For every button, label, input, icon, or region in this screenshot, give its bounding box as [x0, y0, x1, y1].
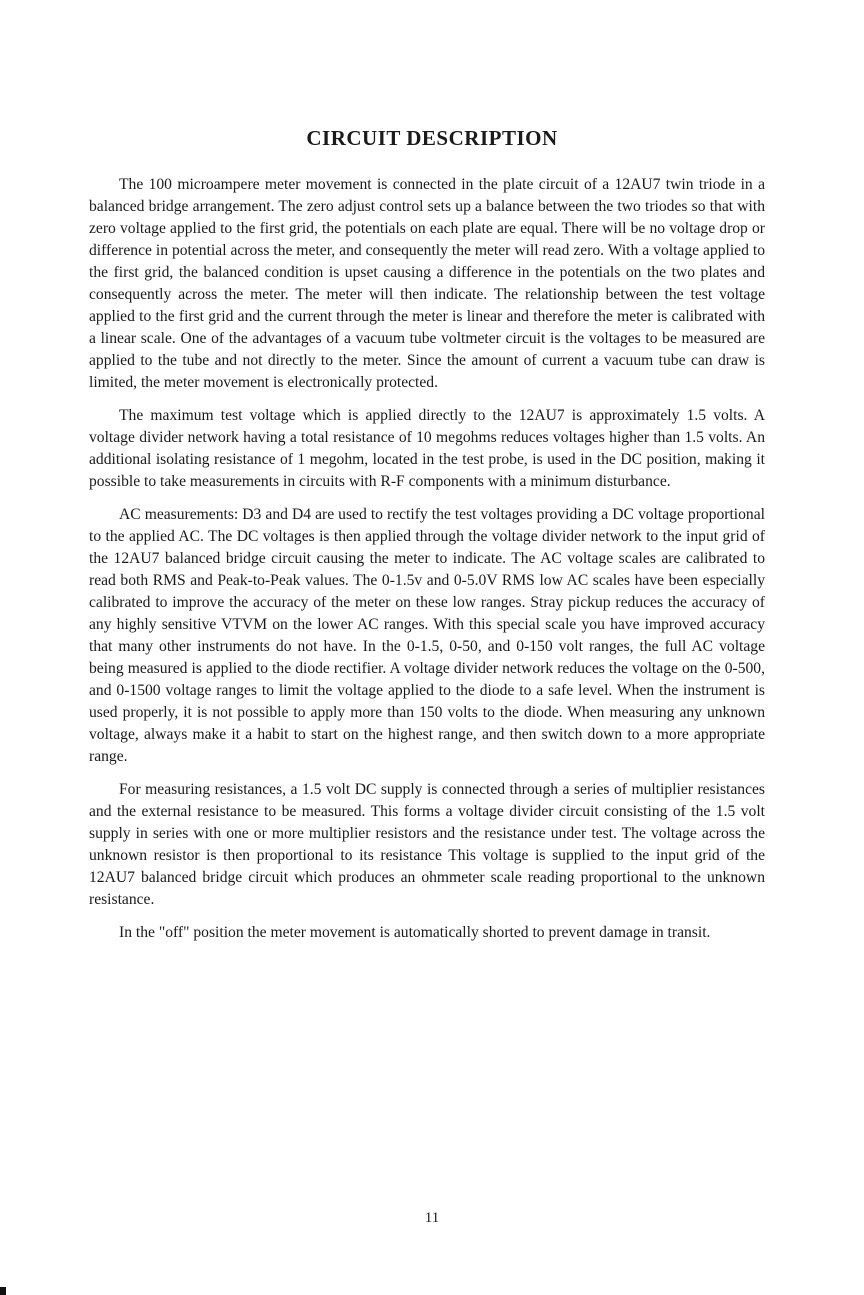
body-text [89, 174, 765, 955]
paragraph-resistance-measurement: For measuring resistances, a 1.5 volt DC supply is connected through a series of multiplier resistances and the external resistance to be measured. This forms a voltage divider circuit consisting of the 1.5 volt supply in series with one or more multiplier resistors and the resistance under test. The voltage across the unknown resistor is then proportional to its resistance This voltage is supplied to the input grid of the 12AU7 balanced bridge circuit which produces an ohmmeter scale reading proportional to the unknown resistance. [89, 781, 765, 908]
page-title: CIRCUIT DESCRIPTION [306, 126, 558, 150]
paragraph-off-position: In the "off" position the meter movement is automatically shorted to prevent damage in transit. [119, 924, 711, 941]
paragraph-ac-measurements: AC measurements: D3 and D4 are used to rectify the test voltages providing a DC voltage proportional to the applied AC. The DC voltages is then applied through the voltage divider network to the input grid of the 12AU7 balanced bridge circuit causing the meter to indicate. The AC voltage scales are calibrated to read both RMS and Peak-to-Peak values. The 0-1.5v and 0-5.0V RMS low AC scales have been especially calibrated to improve the accuracy of the meter on these low ranges. Stray pickup reduces the accuracy of any highly sensitive VTVM on the lower AC ranges. With this special scale you have improved accuracy that many other instruments do not have. In the 0-1.5, 0-50, and 0-150 volt ranges, the full AC voltage being measured is applied to the diode rectifier. A voltage divider network reduces the voltage on the 0-500, and 0-1500 voltage ranges to limit the voltage applied to the diode to a safe level. When the instrument is used properly, it is not possible to apply more than 150 volts to the diode. When measuring any unknown voltage, always make it a habit to start on the highest range, and then switch down to a more appropriate range. [89, 506, 765, 765]
paragraph-voltage-divider: The maximum test voltage which is applied directly to the 12AU7 is approximately 1.5 volts. A voltage divider network having a total resistance of 10 megohms reduces voltages higher than 1.5 volts. An additional isolating resistance of 1 megohm, located in the test probe, is used in the DC position, making it possible to take measurements in circuits with R-F components with a minimum disturbance. [89, 407, 765, 490]
scan-edge-mark [0, 1287, 6, 1295]
page-number: 11 [424, 1210, 440, 1226]
paragraph-circuit-overview: The 100 microampere meter movement is connected in the plate circuit of a 12AU7 twin triode in a balanced bridge arrangement. The zero adjust control sets up a balance between the two triodes so that with zero voltage applied to the first grid, the potentials on each plate are equal. There will be no voltage drop or difference in potential across the meter, and consequently the meter will read zero. With a voltage applied to the first grid, the balanced condition is upset causing a difference in the potentials on the two plates and consequently across the meter. The meter will then indicate. The relationship between the test voltage applied to the first grid and the current through the meter is linear and therefore the meter is calibrated with a linear scale. One of the advantages of a vacuum tube voltmeter circuit is the voltages to be measured are applied to the tube and not directly to the meter. Since the amount of current a vacuum tube can draw is limited, the meter movement is electronically protected. [89, 176, 765, 391]
